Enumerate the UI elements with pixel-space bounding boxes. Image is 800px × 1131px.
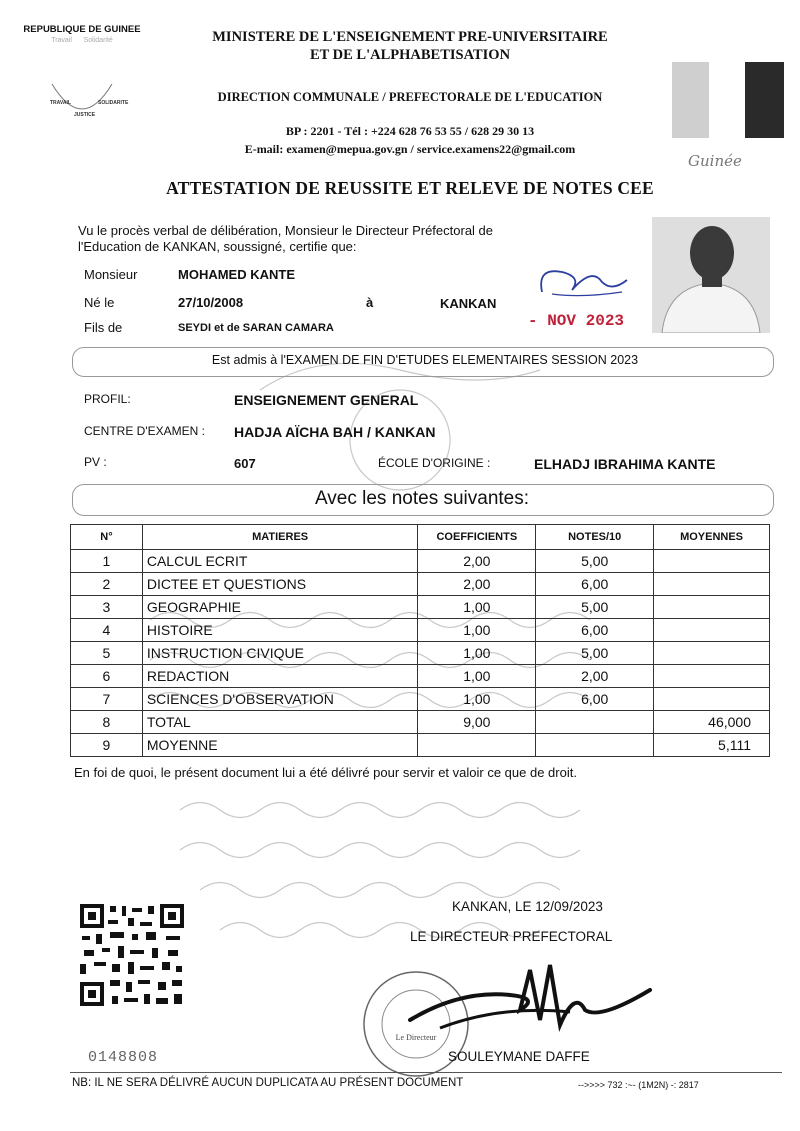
cell-coefficient: 1,00	[418, 665, 536, 688]
grades-heading: Avec les notes suivantes:	[314, 488, 530, 509]
cell-note	[536, 734, 654, 757]
cell-number: 9	[71, 734, 143, 757]
cell-note	[536, 711, 654, 734]
header-note: NOTES/10	[536, 525, 654, 550]
cell-average: 46,000	[654, 711, 770, 734]
contact-phone: BP : 2201 - Tél : +224 628 76 53 55 / 628 29 30 13	[285, 124, 535, 138]
cell-number: 3	[71, 596, 143, 619]
footer-divider	[70, 1072, 782, 1073]
cell-number: 4	[71, 619, 143, 642]
table-row	[71, 596, 770, 619]
pv-value: 607	[234, 456, 256, 471]
header-coefficient: COEFFICIENTS	[418, 525, 536, 550]
cell-note: 6,00	[536, 619, 654, 642]
pv-label: PV :	[84, 455, 107, 469]
footer-code: -->>>> 732 :~- (1M2N) -: 2817	[578, 1080, 699, 1090]
country-name: REPUBLIQUE DE GUINEE	[23, 24, 141, 35]
parents: SEYDI et de SARAN CAMARA	[178, 322, 334, 334]
header-number: N°	[71, 525, 143, 550]
birth-date: 27/10/2008	[178, 295, 244, 310]
centre-value: HADJA AÏCHA BAH / KANKAN	[234, 424, 436, 440]
stamp-text: Le Directeur	[395, 1033, 437, 1042]
intro-line-1: Vu le procès verbal de délibération, Monsieur le Directeur Préfectoral de	[78, 223, 494, 238]
born-label: Né le	[84, 295, 115, 310]
ministry-line-2: ET DE L'ALPHABETISATION	[309, 47, 511, 63]
cell-subject: SCIENCES D'OBSERVATION	[142, 688, 418, 711]
republic-block	[22, 24, 142, 127]
table-row	[71, 734, 770, 757]
initials-signature-icon	[532, 262, 632, 302]
cell-coefficient: 1,00	[418, 688, 536, 711]
cell-number: 2	[71, 573, 143, 596]
cell-subject: MOYENNE	[142, 734, 418, 757]
centre-label: CENTRE D'EXAMEN :	[84, 424, 205, 438]
cell-note: 6,00	[536, 573, 654, 596]
director-name: SOULEYMANE DAFFE	[448, 1049, 590, 1064]
flag-caption: Guinée	[688, 152, 742, 170]
table-row	[71, 688, 770, 711]
cell-subject: INSTRUCTION CIVIQUE	[142, 642, 418, 665]
ministry-title	[150, 28, 670, 64]
cell-number: 5	[71, 642, 143, 665]
cell-number: 8	[71, 711, 143, 734]
flag-stripe-3	[745, 62, 784, 138]
cell-average	[654, 642, 770, 665]
flag-stripe-1	[672, 62, 709, 138]
cell-number: 6	[71, 665, 143, 688]
guinea-emblem-icon	[22, 44, 142, 124]
profil-label: PROFIL:	[84, 392, 131, 406]
cell-subject: TOTAL	[142, 711, 418, 734]
cell-subject: HISTOIRE	[142, 619, 418, 642]
serial-number: 0148808	[88, 1049, 159, 1066]
grades-table-body	[71, 550, 770, 757]
cell-coefficient: 1,00	[418, 619, 536, 642]
cell-coefficient: 2,00	[418, 573, 536, 596]
contact-email: E-mail: examen@mepua.gov.gn / service.examens22@gmail.com	[244, 142, 576, 156]
emblem-word-3: SOLIDARITE	[98, 100, 129, 106]
guinea-flag	[672, 62, 784, 138]
flag-stripe-2	[709, 62, 745, 138]
ministry-line-1: MINISTERE DE L'ENSEIGNEMENT PRE-UNIVERSITAIRE	[212, 29, 608, 45]
header-average: MOYENNES	[654, 525, 770, 550]
direction-title: DIRECTION COMMUNALE / PREFECTORALE DE L'EDUCATION	[217, 90, 603, 104]
intro-text	[78, 223, 608, 255]
table-row	[71, 642, 770, 665]
cell-subject: REDACTION	[142, 665, 418, 688]
table-row	[71, 665, 770, 688]
cell-subject: GEOGRAPHIE	[142, 596, 418, 619]
table-row	[71, 711, 770, 734]
table-row	[71, 619, 770, 642]
cell-number: 7	[71, 688, 143, 711]
birth-place: KANKAN	[440, 296, 497, 311]
emblem-word-2: JUSTICE	[74, 112, 96, 118]
cell-average	[654, 665, 770, 688]
table-header-row	[71, 525, 770, 550]
cell-note: 2,00	[536, 665, 654, 688]
cell-subject: CALCUL ECRIT	[142, 550, 418, 573]
at-label: à	[366, 295, 374, 310]
cell-average	[654, 550, 770, 573]
cell-average	[654, 688, 770, 711]
motto-left: Travail	[51, 37, 72, 44]
cell-note: 5,00	[536, 550, 654, 573]
closing-statement: En foi de quoi, le présent document lui a été délivré pour servir et valoir ce que de droit.	[74, 765, 577, 780]
cell-average	[654, 596, 770, 619]
ecole-label: ÉCOLE D'ORIGINE :	[378, 456, 491, 470]
student-photo	[652, 217, 770, 333]
intro-line-2: l'Education de KANKAN, soussigné, certifie que:	[78, 239, 357, 254]
motto-right: Solidarité	[83, 37, 113, 44]
profil-value: ENSEIGNEMENT GENERAL	[234, 392, 419, 408]
cell-average	[654, 573, 770, 596]
director-title: LE DIRECTEUR PREFECTORAL	[410, 929, 613, 944]
cell-subject: DICTEE ET QUESTIONS	[142, 573, 418, 596]
cell-average: 5,111	[654, 734, 770, 757]
admission-text: Est admis à l'EXAMEN DE FIN D'ETUDES ELEMENTAIRES SESSION 2023	[211, 353, 639, 367]
footer-note: NB: IL NE SERA DÉLIVRÉ AUCUN DUPLICATA AU PRÉSENT DOCUMENT	[72, 1077, 464, 1089]
date-stamp: - NOV 2023	[528, 312, 625, 330]
cell-average	[654, 619, 770, 642]
qr-code-large-icon	[78, 902, 186, 1008]
cell-coefficient: 2,00	[418, 550, 536, 573]
grades-table	[70, 524, 770, 757]
contact-block	[150, 122, 670, 158]
title-label: Monsieur	[84, 267, 138, 282]
motto	[22, 37, 142, 44]
student-name: MOHAMED KANTE	[178, 267, 295, 282]
cell-note: 5,00	[536, 596, 654, 619]
parents-label: Fils de	[84, 320, 123, 335]
table-row	[71, 573, 770, 596]
cell-coefficient: 1,00	[418, 642, 536, 665]
table-row	[71, 550, 770, 573]
director-signature-icon	[400, 950, 660, 1040]
document-title: ATTESTATION DE REUSSITE ET RELEVE DE NOTES CEE	[166, 178, 654, 198]
emblem-word-1: TRAVAIL	[50, 100, 71, 106]
header-subject: MATIERES	[142, 525, 418, 550]
cell-coefficient	[418, 734, 536, 757]
cell-note: 5,00	[536, 642, 654, 665]
cell-number: 1	[71, 550, 143, 573]
cell-note: 6,00	[536, 688, 654, 711]
cell-coefficient: 1,00	[418, 596, 536, 619]
ecole-value: ELHADJ IBRAHIMA KANTE	[534, 456, 716, 472]
place-and-date: KANKAN, LE 12/09/2023	[452, 899, 603, 914]
cell-coefficient: 9,00	[418, 711, 536, 734]
